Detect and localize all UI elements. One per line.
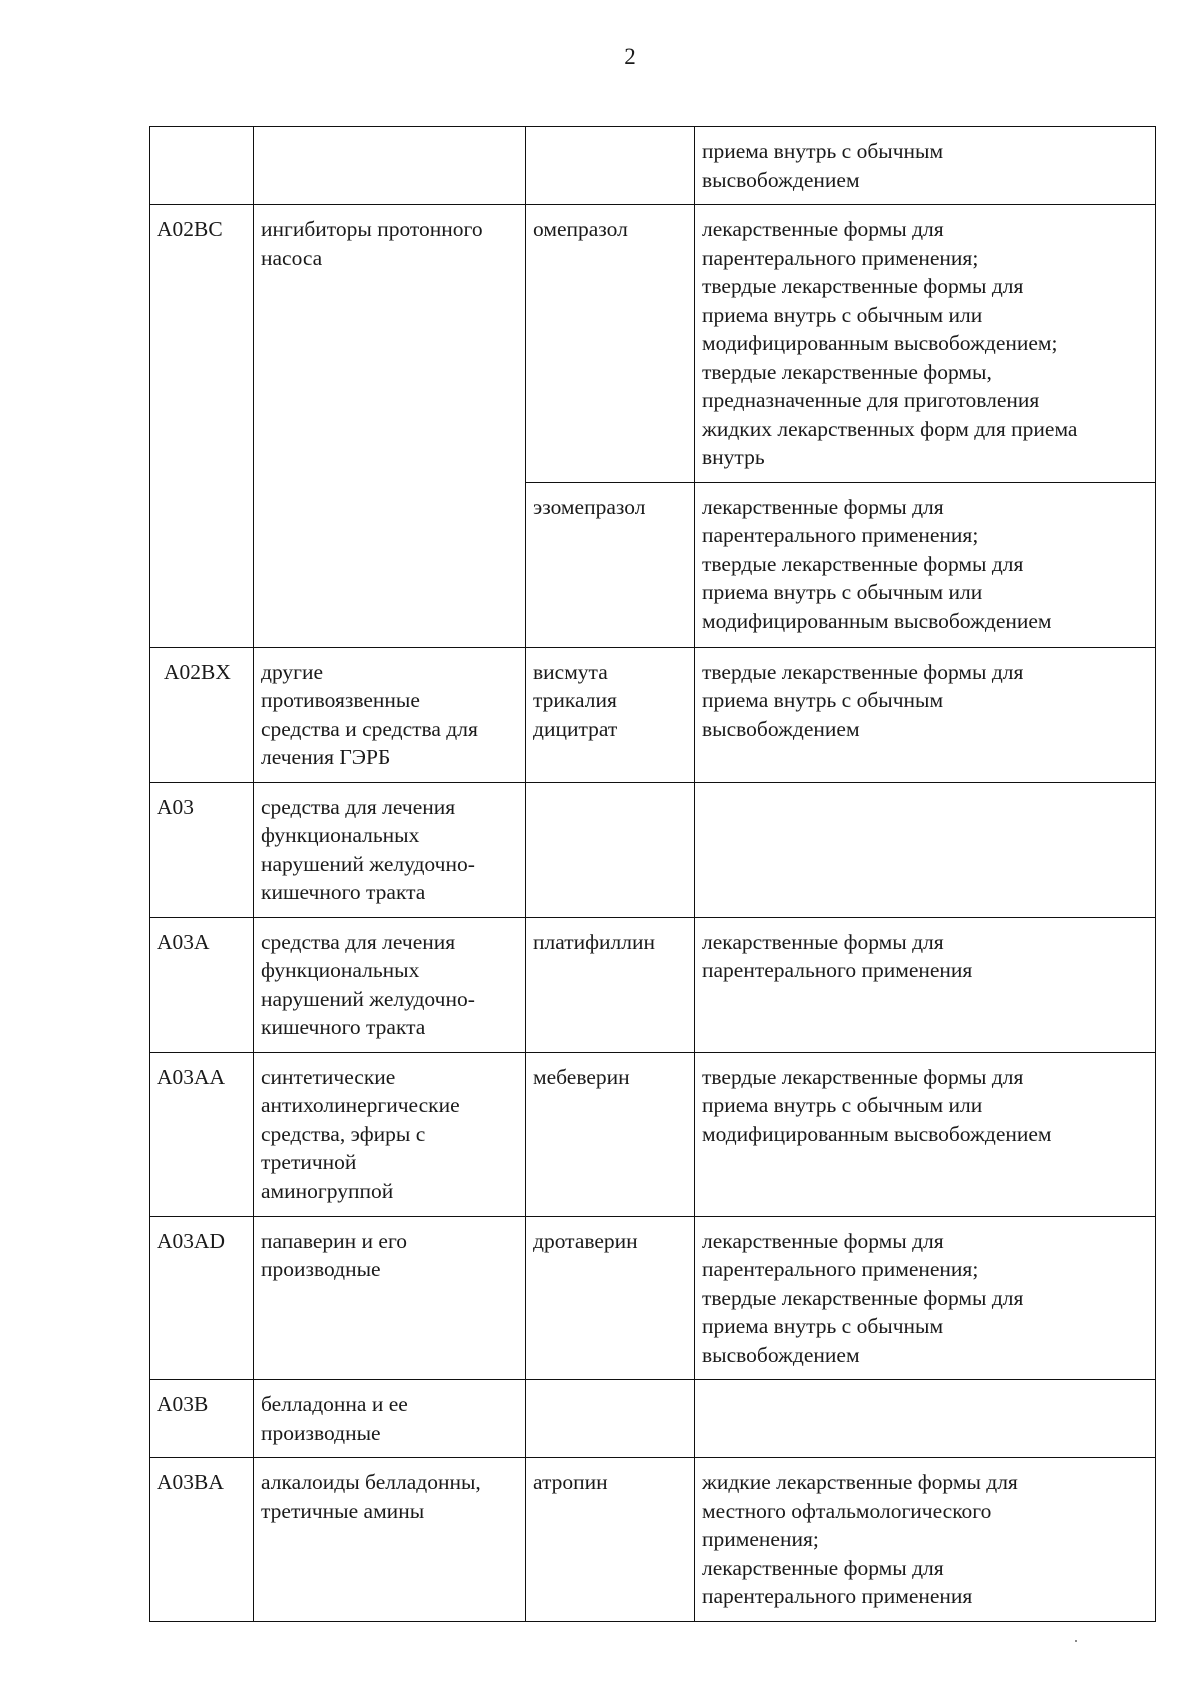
drug-name-cell: атропин <box>526 1458 695 1622</box>
table-row <box>150 917 1156 1052</box>
dosage-forms-cell: твердые лекарственные формы для приема внутрь с обычным высвобождением <box>695 647 1156 782</box>
table-row <box>150 1458 1156 1622</box>
dosage-forms-cell: лекарственные формы для парентерального применения <box>695 917 1156 1052</box>
table-row <box>150 1216 1156 1380</box>
atc-code-cell: A03AD <box>150 1216 254 1380</box>
drug-name-cell <box>526 1380 695 1458</box>
group-name-cell: папаверин и его производные <box>254 1216 526 1380</box>
table-row <box>150 647 1156 782</box>
dosage-forms-cell: лекарственные формы для парентерального применения; твердые лекарственные формы для приема внутрь с обычным или модифицированным высвобождением <box>695 482 1156 647</box>
group-name-cell <box>254 127 526 205</box>
drug-name-cell <box>526 127 695 205</box>
drug-name-cell: дротаверин <box>526 1216 695 1380</box>
scan-speck <box>1075 1640 1077 1642</box>
atc-code-cell: A03BA <box>150 1458 254 1622</box>
dosage-forms-cell <box>695 782 1156 917</box>
page-number: 2 <box>624 44 636 69</box>
group-name-cell: средства для лечения функциональных нарушений желудочно- кишечного тракта <box>254 917 526 1052</box>
drug-name-cell: омепразол <box>526 205 695 483</box>
dosage-forms-cell <box>695 1380 1156 1458</box>
group-name-cell: другие противоязвенные средства и средства для лечения ГЭРБ <box>254 647 526 782</box>
dosage-forms-cell: лекарственные формы для парентерального применения; твердые лекарственные формы для приема внутрь с обычным или модифицированным высвобождением; твердые лекарственные формы, предназначенные для приготовления жидких лекарственных форм для приема внутрь <box>695 205 1156 483</box>
table-row <box>150 782 1156 917</box>
atc-code-cell: A03A <box>150 917 254 1052</box>
atc-code-cell: A02BC <box>150 205 254 648</box>
drug-name-cell: платифиллин <box>526 917 695 1052</box>
dosage-forms-cell: твердые лекарственные формы для приема внутрь с обычным или модифицированным высвобождением <box>695 1052 1156 1216</box>
dosage-forms-cell: лекарственные формы для парентерального применения; твердые лекарственные формы для приема внутрь с обычным высвобождением <box>695 1216 1156 1380</box>
atc-code-cell: A03B <box>150 1380 254 1458</box>
group-name-cell: средства для лечения функциональных нарушений желудочно- кишечного тракта <box>254 782 526 917</box>
dosage-forms-cell: приема внутрь с обычным высвобождением <box>695 127 1156 205</box>
dosage-forms-cell: жидкие лекарственные формы для местного офтальмологического применения; лекарственные формы для парентерального применения <box>695 1458 1156 1622</box>
atc-code-cell: A03AA <box>150 1052 254 1216</box>
group-name-cell: синтетические антихолинергические средства, эфиры с третичной аминогруппой <box>254 1052 526 1216</box>
table-row <box>150 205 1156 483</box>
atc-code-cell: A02BX <box>150 647 254 782</box>
drug-name-cell <box>526 782 695 917</box>
drug-name-cell: висмута трикалия дицитрат <box>526 647 695 782</box>
table-row <box>150 127 1156 205</box>
table-row <box>150 1052 1156 1216</box>
table-row <box>150 1380 1156 1458</box>
group-name-cell: ингибиторы протонного насоса <box>254 205 526 648</box>
atc-code-cell: A03 <box>150 782 254 917</box>
atc-code-cell <box>150 127 254 205</box>
drug-name-cell: мебеверин <box>526 1052 695 1216</box>
group-name-cell: белладонна и ее производные <box>254 1380 526 1458</box>
drug-table <box>149 126 1156 1622</box>
drug-name-cell: эзомепразол <box>526 482 695 647</box>
group-name-cell: алкалоиды белладонны, третичные амины <box>254 1458 526 1622</box>
